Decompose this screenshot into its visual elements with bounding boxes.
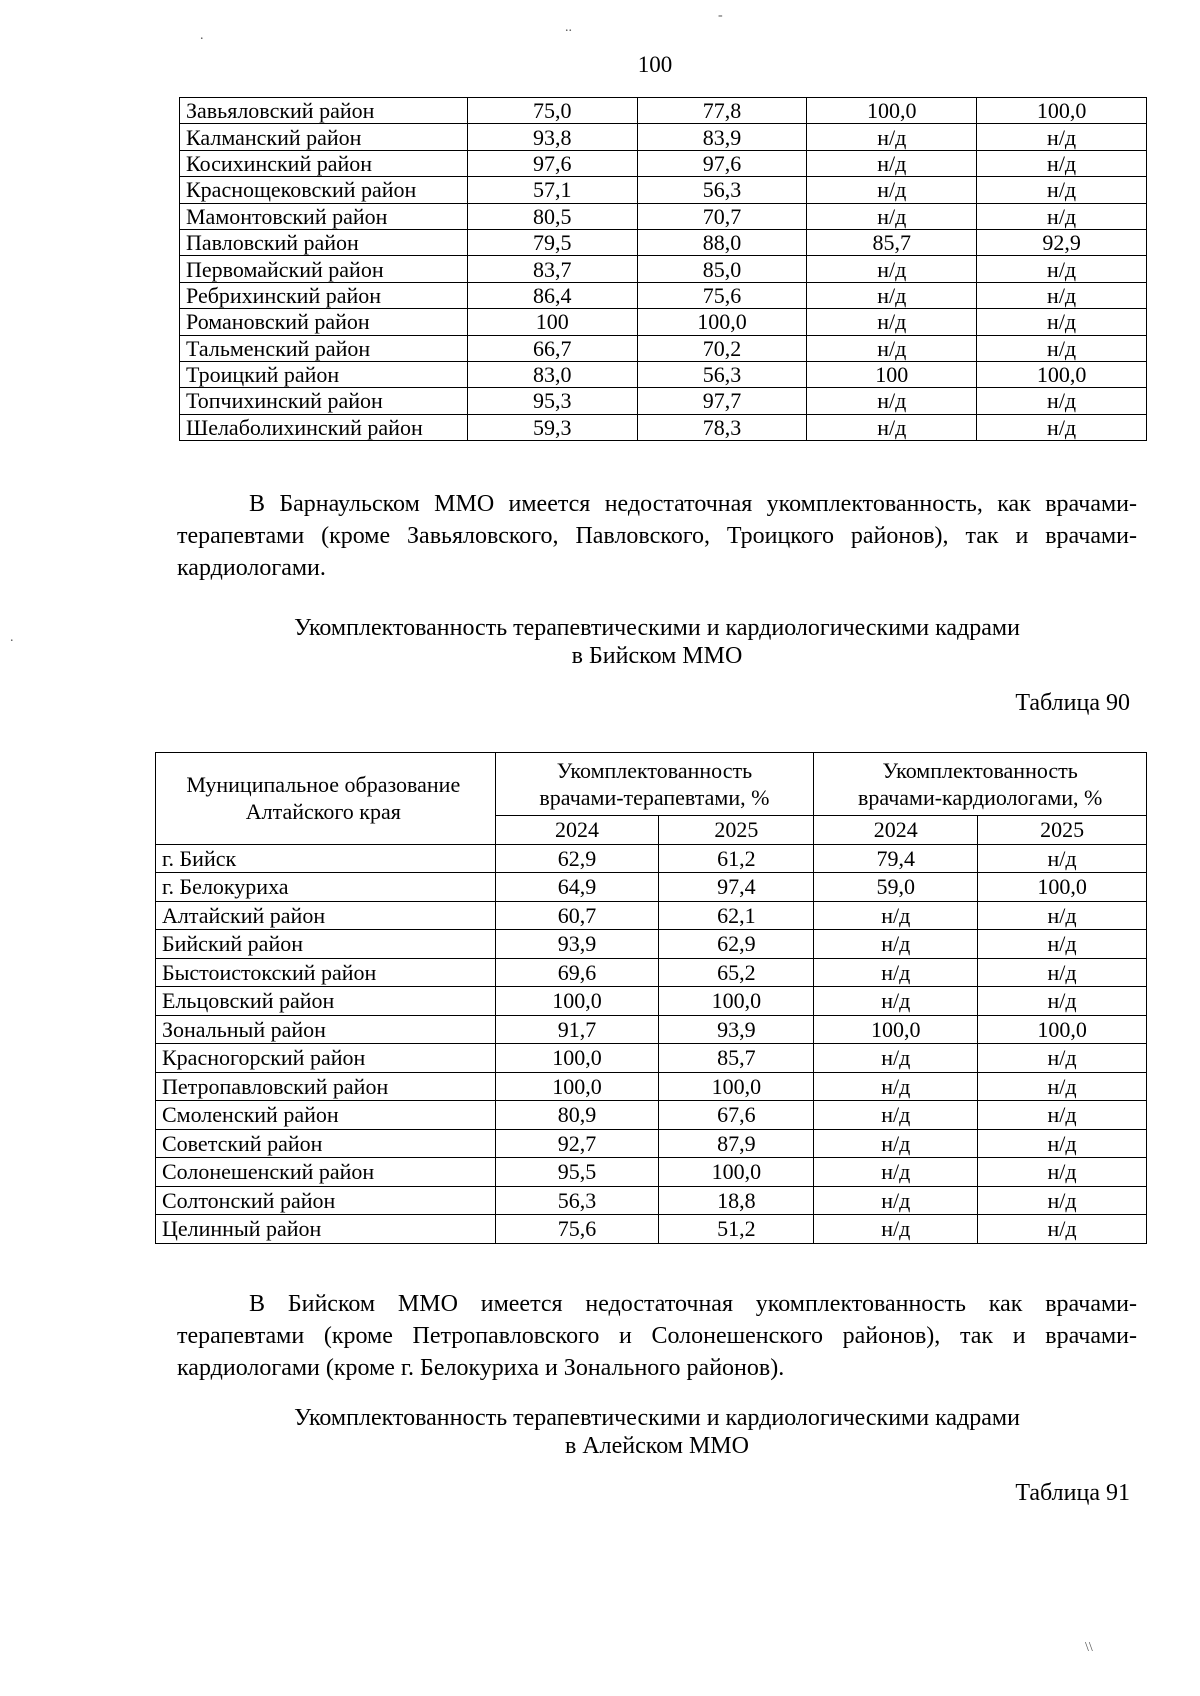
table-row [180, 150, 1147, 176]
value-cell: 61,2 [659, 844, 814, 873]
paragraph-text: В Барнаульском ММО имеется недостаточная укомплектованность, как врачами-терапевтами (кроме Завьяловского, Павловского, Троицкого районов), так и врачами-кардиологами. [177, 491, 1137, 581]
value-cell: 78,3 [637, 414, 807, 440]
value-cell: н/д [807, 282, 977, 308]
municipality-cell: Петропавловский район [156, 1072, 496, 1101]
value-cell: 97,6 [637, 150, 807, 176]
header-municipality: Муниципальное образование Алтайского края [156, 753, 496, 845]
municipality-cell: Первомайский район [180, 256, 468, 282]
table-row [180, 177, 1147, 203]
value-cell: 97,4 [659, 873, 814, 902]
municipality-cell: Ребрихинский район [180, 282, 468, 308]
value-cell: 88,0 [637, 229, 807, 255]
table-row [156, 1072, 1147, 1101]
value-cell: 62,1 [659, 901, 814, 930]
value-cell: н/д [807, 256, 977, 282]
value-cell: н/д [978, 1044, 1147, 1073]
value-cell: 100,0 [807, 98, 977, 124]
value-cell: н/д [814, 958, 978, 987]
municipality-cell: Солтонский район [156, 1186, 496, 1215]
value-cell: 79,5 [467, 229, 637, 255]
heading-line: в Алейском ММО [565, 1433, 749, 1459]
table-header-row [156, 753, 1147, 816]
section-heading-biysk [177, 614, 1137, 670]
value-cell: н/д [814, 987, 978, 1016]
municipality-cell: г. Бийск [156, 844, 496, 873]
value-cell: н/д [978, 958, 1147, 987]
value-cell: н/д [978, 844, 1147, 873]
value-cell: 70,2 [637, 335, 807, 361]
value-cell: 59,3 [467, 414, 637, 440]
municipality-cell: Павловский район [180, 229, 468, 255]
value-cell: 92,9 [977, 229, 1147, 255]
value-cell: 75,6 [637, 282, 807, 308]
municipality-cell: Косихинский район [180, 150, 468, 176]
table-row [180, 414, 1147, 440]
scan-artifact: . [200, 28, 204, 43]
value-cell: 60,7 [495, 901, 659, 930]
value-cell: 93,9 [495, 930, 659, 959]
value-cell: н/д [977, 124, 1147, 150]
table-row [156, 1186, 1147, 1215]
value-cell: 70,7 [637, 203, 807, 229]
value-cell: н/д [807, 388, 977, 414]
value-cell: н/д [814, 1044, 978, 1073]
value-cell: 83,0 [467, 361, 637, 387]
value-cell: н/д [978, 901, 1147, 930]
municipality-cell: Ельцовский район [156, 987, 496, 1016]
heading-line: в Бийском ММО [571, 643, 743, 669]
value-cell: 57,1 [467, 177, 637, 203]
table-row [156, 958, 1147, 987]
value-cell: н/д [814, 901, 978, 930]
table-row [180, 98, 1147, 124]
value-cell: н/д [807, 124, 977, 150]
value-cell: 93,8 [467, 124, 637, 150]
value-cell: н/д [978, 987, 1147, 1016]
value-cell: 66,7 [467, 335, 637, 361]
value-cell: 100 [467, 309, 637, 335]
value-cell: 62,9 [495, 844, 659, 873]
section-heading-aleysk [177, 1404, 1137, 1460]
value-cell: 86,4 [467, 282, 637, 308]
table-row [156, 873, 1147, 902]
municipality-cell: Калманский район [180, 124, 468, 150]
header-year: 2025 [978, 816, 1147, 845]
municipality-cell: Целинный район [156, 1215, 496, 1244]
value-cell: 77,8 [637, 98, 807, 124]
value-cell: 62,9 [659, 930, 814, 959]
value-cell: н/д [978, 1215, 1147, 1244]
value-cell: 80,5 [467, 203, 637, 229]
municipality-cell: Зональный район [156, 1015, 496, 1044]
value-cell: 75,6 [495, 1215, 659, 1244]
municipality-cell: Топчихинский район [180, 388, 468, 414]
value-cell: 91,7 [495, 1015, 659, 1044]
paragraph-text: В Бийском ММО имеется недостаточная укомплектованность как врачами-терапевтами (кроме Петропавловского и Солонешенского районов), так и врачами-кардиологами (кроме г. Белокуриха и Зонального районов). [177, 1291, 1137, 1381]
table-row [180, 124, 1147, 150]
header-year: 2024 [814, 816, 978, 845]
value-cell: 69,6 [495, 958, 659, 987]
value-cell: 100,0 [659, 1072, 814, 1101]
municipality-cell: Завьяловский район [180, 98, 468, 124]
municipality-cell: Алтайский район [156, 901, 496, 930]
value-cell: 83,9 [637, 124, 807, 150]
value-cell: н/д [814, 1186, 978, 1215]
value-cell: 79,4 [814, 844, 978, 873]
value-cell: н/д [814, 1129, 978, 1158]
table-row [180, 203, 1147, 229]
value-cell: 85,0 [637, 256, 807, 282]
table-row [180, 282, 1147, 308]
value-cell: н/д [977, 256, 1147, 282]
table-row [156, 987, 1147, 1016]
municipality-cell: г. Белокуриха [156, 873, 496, 902]
scan-artifact: - [718, 8, 723, 23]
table-90-label: Таблица 90 [1015, 690, 1130, 716]
scan-artifact: .. [565, 20, 572, 35]
value-cell: н/д [807, 203, 977, 229]
paragraph-biysk-summary [177, 1288, 1137, 1384]
value-cell: н/д [814, 1101, 978, 1130]
value-cell: 100,0 [637, 309, 807, 335]
value-cell: 100,0 [977, 361, 1147, 387]
municipality-cell: Красногорский район [156, 1044, 496, 1073]
heading-line: Укомплектованность терапевтическими и кардиологическими кадрами [294, 1405, 1020, 1431]
municipality-cell: Троицкий район [180, 361, 468, 387]
value-cell: н/д [977, 150, 1147, 176]
municipality-cell: Тальменский район [180, 335, 468, 361]
table-91-label: Таблица 91 [1015, 1480, 1130, 1506]
value-cell: 51,2 [659, 1215, 814, 1244]
value-cell: н/д [814, 1072, 978, 1101]
municipality-cell: Мамонтовский район [180, 203, 468, 229]
municipality-cell: Краснощековский район [180, 177, 468, 203]
municipality-cell: Солонешенский район [156, 1158, 496, 1187]
value-cell: 85,7 [807, 229, 977, 255]
scan-artifact: . [10, 630, 14, 645]
value-cell: 87,9 [659, 1129, 814, 1158]
table-90 [155, 752, 1147, 1244]
table-row [180, 309, 1147, 335]
value-cell: н/д [814, 1215, 978, 1244]
value-cell: 93,9 [659, 1015, 814, 1044]
table-row [180, 361, 1147, 387]
value-cell: н/д [977, 414, 1147, 440]
table-row [180, 388, 1147, 414]
value-cell: 100,0 [977, 98, 1147, 124]
table-row [156, 1129, 1147, 1158]
heading-line: Укомплектованность терапевтическими и кардиологическими кадрами [294, 615, 1020, 641]
value-cell: н/д [977, 388, 1147, 414]
table-row [180, 229, 1147, 255]
value-cell: н/д [977, 203, 1147, 229]
value-cell: 56,3 [495, 1186, 659, 1215]
value-cell: 100,0 [814, 1015, 978, 1044]
table-row [156, 1215, 1147, 1244]
value-cell: 100,0 [978, 873, 1147, 902]
value-cell: 100,0 [659, 1158, 814, 1187]
value-cell: 59,0 [814, 873, 978, 902]
value-cell: 97,7 [637, 388, 807, 414]
value-cell: 95,5 [495, 1158, 659, 1187]
value-cell: н/д [807, 414, 977, 440]
value-cell: 64,9 [495, 873, 659, 902]
header-year: 2024 [495, 816, 659, 845]
value-cell: н/д [977, 282, 1147, 308]
paragraph-barnaul-summary [177, 488, 1137, 584]
municipality-cell: Советский район [156, 1129, 496, 1158]
value-cell: 56,3 [637, 177, 807, 203]
value-cell: 95,3 [467, 388, 637, 414]
value-cell: н/д [807, 335, 977, 361]
value-cell: н/д [977, 177, 1147, 203]
value-cell: н/д [814, 1158, 978, 1187]
value-cell: 56,3 [637, 361, 807, 387]
table-row [156, 1158, 1147, 1187]
municipality-cell: Романовский район [180, 309, 468, 335]
header-therapists: Укомплектованность врачами-терапевтами, % [495, 753, 814, 816]
value-cell: 85,7 [659, 1044, 814, 1073]
municipality-cell: Быстоистокский район [156, 958, 496, 987]
page-number: 100 [637, 52, 673, 77]
municipality-cell: Бийский район [156, 930, 496, 959]
value-cell: 18,8 [659, 1186, 814, 1215]
value-cell: 100,0 [978, 1015, 1147, 1044]
value-cell: 100,0 [659, 987, 814, 1016]
value-cell: н/д [978, 1129, 1147, 1158]
municipality-cell: Шелаболихинский район [180, 414, 468, 440]
value-cell: 100 [807, 361, 977, 387]
value-cell: 100,0 [495, 987, 659, 1016]
value-cell: 83,7 [467, 256, 637, 282]
value-cell: 67,6 [659, 1101, 814, 1130]
value-cell: н/д [807, 150, 977, 176]
value-cell: 80,9 [495, 1101, 659, 1130]
table-row [156, 1015, 1147, 1044]
value-cell: н/д [807, 309, 977, 335]
table-row [180, 335, 1147, 361]
value-cell: 97,6 [467, 150, 637, 176]
table-row [156, 1044, 1147, 1073]
header-year: 2025 [659, 816, 814, 845]
value-cell: н/д [978, 930, 1147, 959]
table-row [180, 256, 1147, 282]
table-row [156, 1101, 1147, 1130]
table-row [156, 930, 1147, 959]
value-cell: н/д [978, 1101, 1147, 1130]
value-cell: 65,2 [659, 958, 814, 987]
value-cell: н/д [977, 335, 1147, 361]
municipality-cell: Смоленский район [156, 1101, 496, 1130]
value-cell: 100,0 [495, 1072, 659, 1101]
table-row [156, 844, 1147, 873]
table-row [156, 901, 1147, 930]
value-cell: н/д [978, 1158, 1147, 1187]
value-cell: н/д [807, 177, 977, 203]
value-cell: 92,7 [495, 1129, 659, 1158]
value-cell: н/д [978, 1186, 1147, 1215]
staffing-table-continued [179, 97, 1147, 441]
value-cell: н/д [977, 309, 1147, 335]
value-cell: 100,0 [495, 1044, 659, 1073]
scan-artifact: \\ [1085, 1640, 1093, 1655]
value-cell: 75,0 [467, 98, 637, 124]
value-cell: н/д [814, 930, 978, 959]
value-cell: н/д [978, 1072, 1147, 1101]
header-cardiologists: Укомплектованность врачами-кардиологами, % [814, 753, 1147, 816]
